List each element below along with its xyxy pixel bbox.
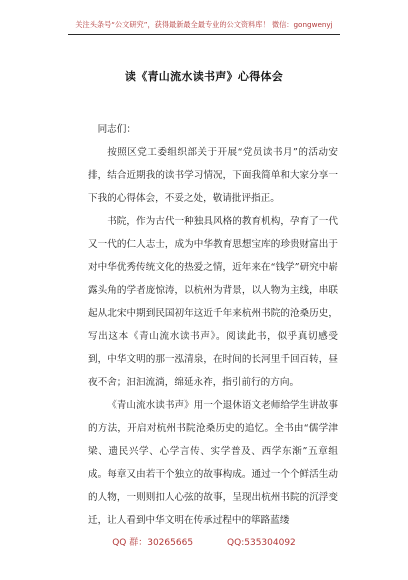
document-title: 读《青山流水读书声》心得体会 [124,70,284,83]
footer-contact [0,535,408,548]
paragraph-3: 《青山流水读书声》用一个退休语文老师给学生讲故事的方法，开启对杭州书院沧桑历史的追忆。全书由“儒学津梁、遗民兴学、心学言传、实学普及、西学东渐”五章组成。每章又由若干个独立的故事构成。通过一个个鲜活生动的人物，一则则扣人心弦的故事，呈现出杭州书院的沉浮变迁，让人看到中华文明在传承过程中的筚路蓝缕 [88,400,338,526]
header-promo-note: 关注头条号“公文研究”，获得最新最全最专业的公文资料库！ 微信：gongwenyj [75,20,333,29]
document-body [88,118,338,532]
footer-qq-group: QQ 群：30265665 [112,538,194,548]
paragraph-2: 书院，作为古代一种独具风格的教育机构，孕育了一代又一代的仁人志士，成为中华教育思想宝库的珍贵财富出于对中华优秀传统文化的热爱之情，近年来在“钱学”研究中崭露头角的学者庞惊涛，以杭州为背景，以人物为主线，串联起从北宋中期到民国初年这近千年来杭州书院的沧桑历史，写出这本《青山流水读书声》。阅读此书，似乎真切感受到，中华文明的那一泓清泉，在时间的长河里千回百转，昼夜不舍；汩汩流淌，绵延永祚，指引前行的方向。 [88,216,338,388]
paragraph-1: 按照区党工委组织部关于开展“党员读书月”的活动安排，结合近期我的读书学习情况，下面我简单和大家分享一下我的心得体会，不妥之处，敬请批评指正。 [88,147,338,204]
footer-qq: QQ:535304092 [227,538,296,548]
greeting: 同志们： [97,124,136,135]
header-divider [68,34,340,35]
